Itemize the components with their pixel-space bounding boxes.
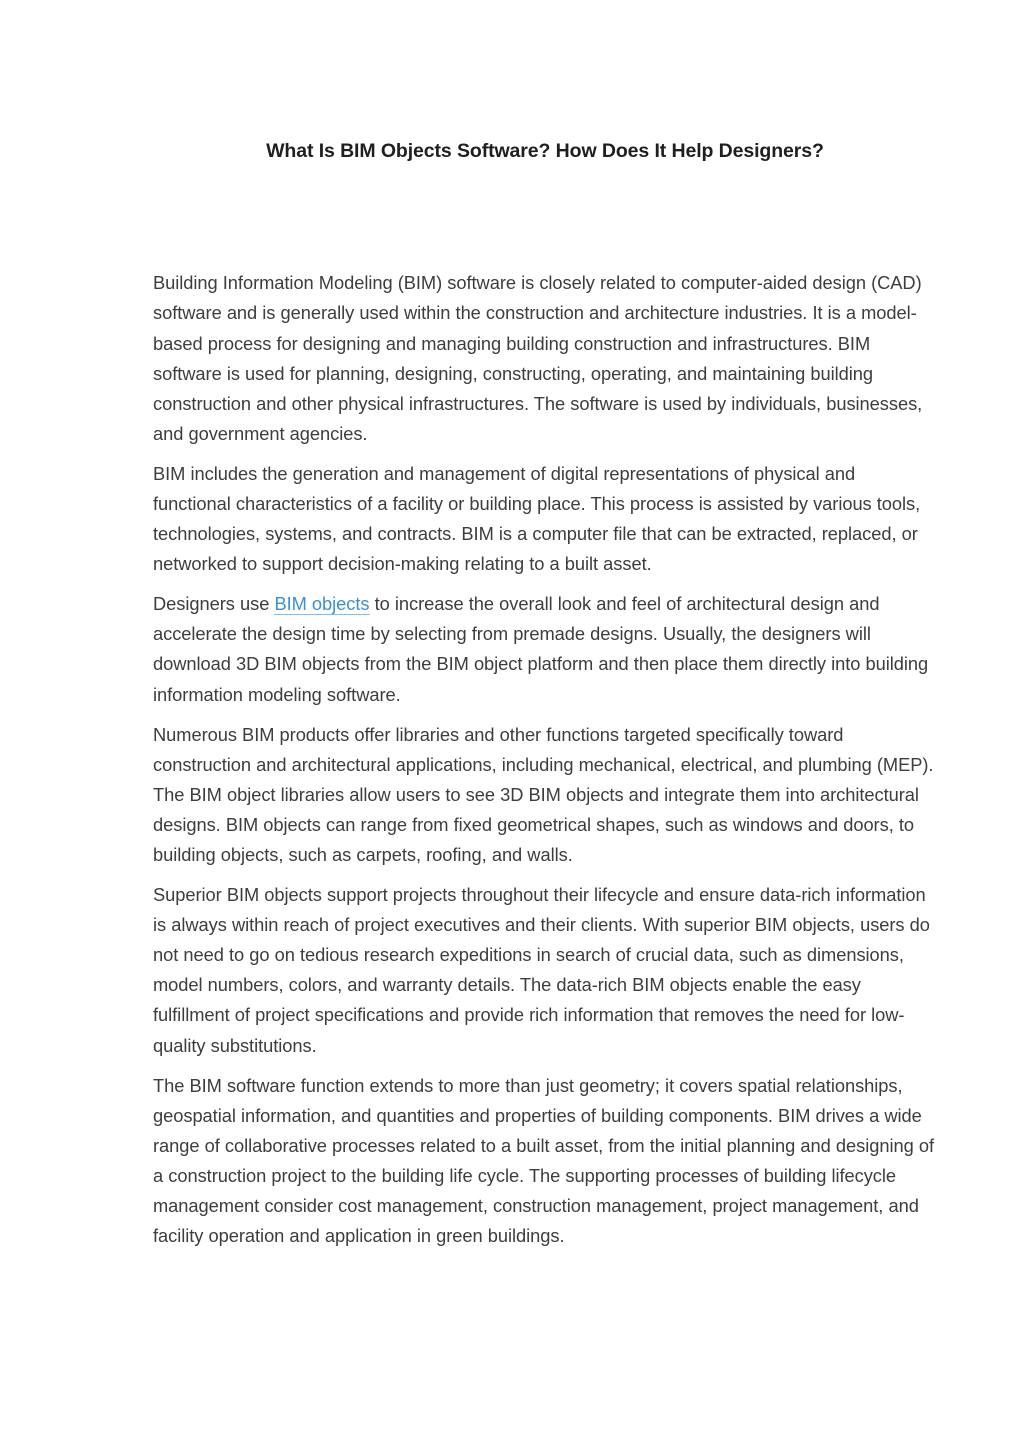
paragraph [153, 589, 937, 709]
paragraph-text: to increase the overall look and feel of architectural design and accelerate the design time by selecting from premade designs. Usually, the designers will download 3D BIM objects from the BIM object platform and then place them directly into building information modeling software. [153, 593, 929, 705]
inline-link[interactable]: BIM objects [274, 593, 370, 615]
paragraph-text: Superior BIM objects support projects throughout their lifecycle and ensure data-rich information is always within reach of project executives and their clients. With superior BIM objects, users do not need to go on tedious research expeditions in search of crucial data, such as dimensions, model numbers, colors, and warranty details. The data-rich BIM objects enable the easy fulfillment of project specifications and provide rich information that removes the need for low-quality substitutions. [153, 884, 930, 1056]
page-title: What Is BIM Objects Software? How Does It Help Designers? [266, 140, 824, 162]
paragraph [153, 268, 937, 449]
paragraph [153, 720, 937, 870]
paragraph-text: Designers use [153, 593, 275, 615]
paragraph-text: BIM includes the generation and management of digital representations of physical and functional characteristics of a facility or building place. This process is assisted by various tools, technologies, systems, and contracts. BIM is a computer file that can be extracted, replaced, or networked to support decision-making relating to a built asset. [153, 462, 921, 575]
paragraph-text: The BIM software function extends to more than just geometry; it covers spatial relationships, geospatial information, and quantities and properties of building components. BIM drives a wide range of collaborative processes related to a built asset, from the initial planning and designing of a construction project to the building life cycle. The supporting processes of building lifecycle management consider cost management, construction management, project management, and facility operation and application in green buildings. [153, 1074, 934, 1247]
paragraph [153, 880, 937, 1061]
document-body [153, 138, 937, 1251]
title-spacer [153, 164, 937, 268]
paragraph-text: Building Information Modeling (BIM) software is closely related to computer-aided design (CAD) software and is generally used within the construction and architecture industries. It is a model-based process for designing and managing building construction and infrastructures. BIM software is used for planning, designing, constructing, operating, and maintaining building construction and other physical infrastructures. The software is used by individuals, businesses, and government agencies. [153, 272, 923, 444]
paragraph-text: Numerous BIM products offer libraries and other functions targeted specifically toward construction and architectural applications, including mechanical, electrical, and plumbing (MEP). The BIM object libraries allow users to see 3D BIM objects and integrate them into architectural designs. BIM objects can range from fixed geometrical shapes, such as windows and doors, to building objects, such as carpets, roofing, and walls. [153, 723, 934, 865]
paragraph [153, 1071, 937, 1252]
paragraph [153, 459, 937, 579]
paragraph-container [153, 268, 937, 1251]
